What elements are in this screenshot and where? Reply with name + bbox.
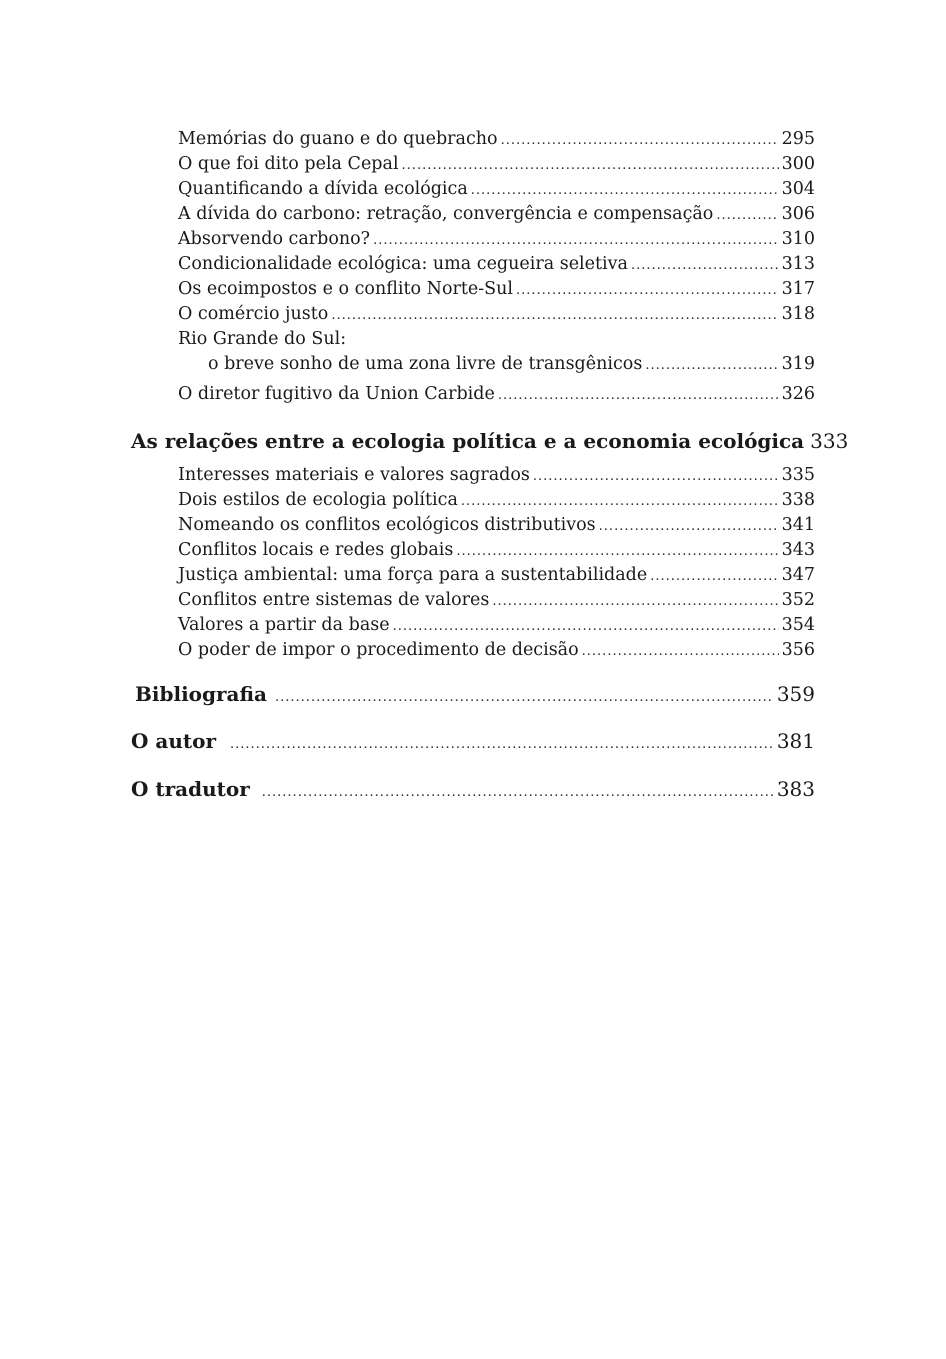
toc-entry-title: Absorvendo carbono?	[178, 229, 371, 249]
toc-entry-page: 341	[781, 515, 815, 535]
toc-entry-title: A dívida do carbono: retração, convergência e compensação	[178, 204, 714, 224]
toc-entry	[0, 227, 815, 253]
dot-leader	[533, 464, 779, 489]
dot-leader	[331, 303, 778, 328]
toc-entry	[0, 177, 815, 203]
dot-leader	[501, 128, 779, 153]
toc-back-matter-title: O autor	[131, 729, 216, 753]
dot-leader	[631, 253, 779, 278]
toc-entry	[0, 513, 815, 539]
toc-entry	[0, 382, 815, 408]
toc-entry-title: Conflitos locais e redes globais	[178, 540, 454, 560]
toc-entry-title: O diretor fugitivo da Union Carbide	[178, 384, 495, 404]
toc-entry	[0, 588, 815, 614]
toc-entry	[0, 252, 815, 278]
toc-entry	[0, 488, 815, 514]
toc-entry-page: 317	[781, 279, 815, 299]
dot-leader	[650, 564, 778, 589]
dot-leader	[599, 514, 779, 539]
toc-entry	[0, 202, 815, 228]
toc-back-matter-entry	[0, 775, 815, 807]
toc-entry-page: 295	[781, 129, 815, 149]
dot-leader	[456, 539, 778, 564]
toc-entry-page: 343	[781, 540, 815, 560]
dot-leader	[393, 614, 779, 639]
toc-chapter-page: 333	[810, 429, 849, 453]
dot-leader	[492, 589, 778, 614]
toc-entry-page: 338	[781, 490, 815, 510]
toc-entry	[0, 277, 815, 303]
dot-leader	[402, 153, 779, 178]
toc-entry-title: O comércio justo	[178, 304, 329, 324]
toc-entry-title: Conflitos entre sistemas de valores	[178, 590, 490, 610]
dot-leader	[498, 383, 779, 408]
toc-entry-page: 318	[781, 304, 815, 324]
toc-entry-page: 313	[781, 254, 815, 274]
toc-entry	[0, 352, 815, 378]
toc-entry	[0, 563, 815, 589]
toc-entry-title-line1: Rio Grande do Sul:	[178, 329, 347, 349]
toc-entry-page: 300	[781, 154, 815, 174]
toc-entry-page: 304	[781, 179, 815, 199]
toc-entry-page: 326	[781, 384, 815, 404]
toc-back-matter-title: O tradutor	[131, 777, 250, 801]
toc-entry-title: O que foi dito pela Cepal	[178, 154, 399, 174]
toc-chapter	[0, 427, 849, 459]
toc-entry-page: 352	[781, 590, 815, 610]
dot-leader	[716, 203, 778, 228]
dot-leader	[645, 353, 778, 378]
toc-entry-title: O poder de impor o procedimento de decisão	[178, 640, 579, 660]
dot-leader	[582, 639, 779, 664]
toc-entry	[0, 638, 815, 664]
toc-entry-title: Justiça ambiental: uma força para a sustentabilidade	[178, 565, 648, 585]
toc-entry	[0, 463, 815, 489]
toc-back-matter-page: 381	[776, 729, 815, 753]
toc-entry-title: Interesses materiais e valores sagrados	[178, 465, 530, 485]
toc-entry	[0, 613, 815, 639]
toc-entry-page: 356	[781, 640, 815, 660]
dot-leader	[230, 731, 774, 759]
dot-leader	[516, 278, 779, 303]
toc-entry-page: 335	[781, 465, 815, 485]
toc-entry-title: Nomeando os conflitos ecológicos distributivos	[178, 515, 596, 535]
dot-leader	[373, 228, 779, 253]
toc-entry-page: 306	[781, 204, 815, 224]
toc-entry-title: Os ecoimpostos e o conflito Norte-Sul	[178, 279, 514, 299]
toc-back-matter-page: 359	[776, 682, 815, 706]
toc-entry	[0, 127, 815, 153]
dot-leader	[461, 489, 779, 514]
toc-entry-title: Dois estilos de ecologia política	[178, 490, 458, 510]
toc-entry-page: 319	[781, 354, 815, 374]
toc-entry-page: 347	[781, 565, 815, 585]
dot-leader	[471, 178, 779, 203]
toc-entry-title: Memórias do guano e do quebracho	[178, 129, 498, 149]
toc-back-matter-entry	[0, 680, 815, 712]
toc-entry-title: Condicionalidade ecológica: uma cegueira seletiva	[178, 254, 628, 274]
dot-leader	[275, 684, 774, 712]
toc-entry-title: Quantificando a dívida ecológica	[178, 179, 468, 199]
toc-entry	[0, 302, 815, 328]
toc-back-matter-page: 383	[776, 777, 815, 801]
dot-leader	[262, 779, 774, 807]
toc-entry	[0, 152, 815, 178]
toc-entry-title: o breve sonho de uma zona livre de transgênicos	[208, 354, 643, 374]
toc-back-matter-entry	[0, 727, 815, 759]
toc-entry	[0, 538, 815, 564]
toc-entry-title: Valores a partir da base	[178, 615, 390, 635]
toc-entry-page: 354	[781, 615, 815, 635]
toc-chapter-title: As relações entre a ecologia política e a economia ecológica	[131, 429, 805, 453]
toc-entry-page: 310	[781, 229, 815, 249]
toc-back-matter-title: Bibliografia	[135, 682, 268, 706]
